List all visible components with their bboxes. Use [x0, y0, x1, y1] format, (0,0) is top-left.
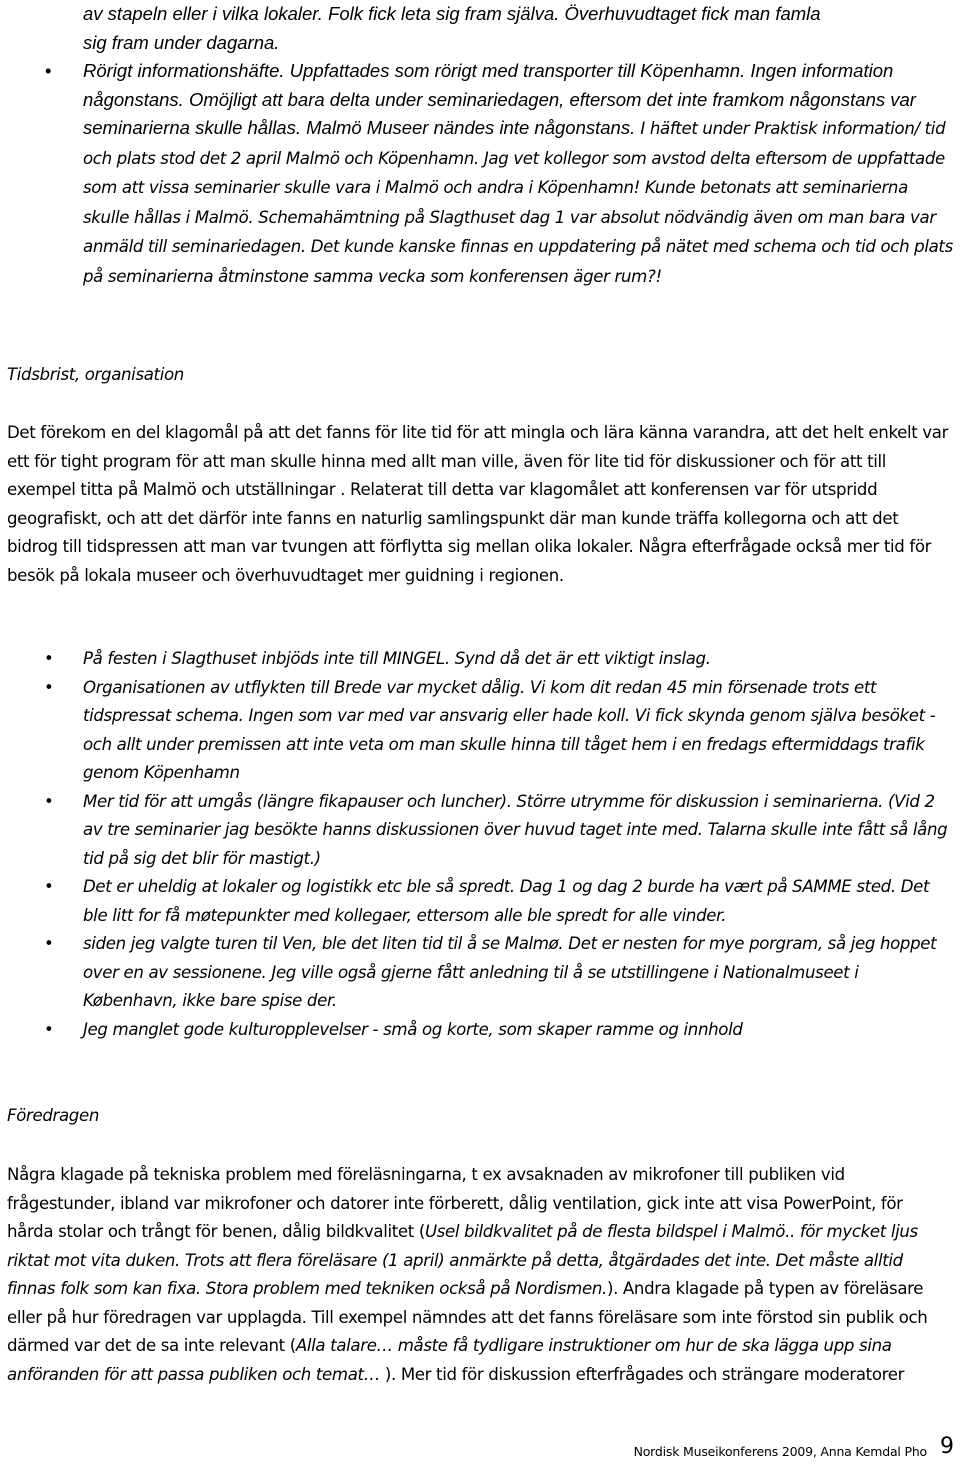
list-item	[0, 1016, 950, 1045]
section-heading: Tidsbrist, organisation	[7, 365, 184, 384]
bullet-icon: •	[44, 877, 54, 896]
list-item-text-continued: I häftet under Praktisk information/ tid och plats stod det 2 april Malmö och Köpenhamn. Jag vet kollegor som avstod delta eftersom de uppfattade som att vissa seminarier skulle vara i Malmö och andra i Köpenhamn! Kunde betonats att seminarierna skulle hållas i Malmö. Schemahämtning på Slagthuset dag 1 var absolut nödvändig även om man bara var anmäld till seminariedagen. Det kunde kanske finnas en uppdatering på nätet med schema och tid och plats på seminarierna åtminstone samma vecka som konferensen äger rum?!	[83, 119, 953, 286]
paragraph: Det förekom en del klagomål på att det fanns för lite tid för att mingla och lära känna varandra, att det helt enkelt var ett för tight program för att man skulle hinna med allt man ville, även för lite tid för diskussioner och för att till exempel titta på Malmö och utställningar . Relaterat till detta var klagomålet att konferensen var för utspridd geografiskt, och att det därför inte fanns en naturlig samlingspunkt där man kunde träffa kollegorna och att det bidrog till tidspressen att man var tvungen att förflytta sig mellan olika lokaler. Några efterfrågade också mer tid för besök på lokala museer och överhuvudtaget mer guidning i regionen.	[7, 423, 949, 585]
page-number: 9	[940, 1434, 954, 1459]
bullet-icon: •	[45, 60, 52, 81]
list-item	[0, 674, 950, 788]
paragraph-text: Några klagade på tekniska problem med föreläsningarna, t ex avsaknaden av mikrofoner till publiken vid frågestunder, ibland var mikrofoner och datorer inte förberett, dålig ventilation, gick inte att visa PowerPoint, för hårda stolar och trångt för benen, dålig bildkvalitet (	[7, 1165, 903, 1241]
list-item-text: Mer tid för att umgås (längre fikapauser och luncher). Större utrymme för diskussion i seminarierna. (Vid 2 av tre seminarier jag besökte hanns diskussionen över huvud taget inte med. Talarna skulle inte fått så lång tid på sig det blir för mastigt.)	[83, 791, 948, 868]
bullet-icon: •	[44, 934, 54, 953]
list-item-text: Rörigt informationshäfte. Uppfattades som rörigt med transporter till Köpenhamn. Ingen information någonstans. Omöjligt att bara delta under seminariedagen, eftersom det inte framkom någonstans var seminarierna skulle hållas. Malmö Museer nändes inte någonstans.	[83, 60, 916, 138]
list-item	[0, 930, 950, 1016]
list-item-text: Det er uheldig at lokaler og logistikk etc ble så spredt. Dag 1 og dag 2 burde ha vært på SAMME sted. Det ble litt for få møtepunkter med kollegaer, ettersom alle ble spredt for alle vinder.	[83, 877, 930, 925]
bullet-icon: •	[44, 791, 54, 811]
bullet-icon: •	[44, 1019, 54, 1039]
continued-line: av stapeln eller i vilka lokaler. Folk fick leta sig fram själva. Överhuvudtaget fick man famla	[83, 3, 821, 24]
continued-list-block	[45, 0, 953, 291]
list-item	[0, 873, 950, 930]
list-item	[0, 788, 950, 874]
paragraph-text: ). Andra klagade på typen av föreläsare eller på hur föredragen var upplagda. Till exempel nämndes att det fanns föreläsare som inte förstod sin publik och därmed var det de sa inte relevant (	[7, 1279, 928, 1355]
section-heading: Föredragen	[7, 1106, 100, 1125]
bullet-icon: •	[44, 677, 54, 697]
bullet-list	[0, 645, 950, 1044]
list-item	[45, 57, 953, 291]
quote-text: Alla talare… måste få tydligare instruktioner om hur de ska lägga upp sina anföranden för att passa publiken och temat…	[7, 1336, 892, 1384]
list-item-text: Organisationen av utflykten till Brede var mycket dålig. Vi kom dit redan 45 min försenade trots ett tidspressat schema. Ingen som var med var ansvarig eller hade koll. Vi fick skynda genom själva besöket - och allt under premissen att inte veta om man skulle hinna till tåget hem i en fredags eftermiddags trafik genom Köpenhamn	[83, 677, 936, 782]
list-item-text: siden jeg valgte turen til Ven, ble det liten tid til å se Malmø. Det er nesten for mye porgram, så jeg hoppet over en av sessionene. Jeg ville også gjerne fått anledning til å se utstillingene i Nationalmuseet i København, ikke bare spise der.	[83, 934, 937, 1010]
page-footer: Nordisk Museikonferens 2009, Anna Kemdal Pho	[633, 1444, 927, 1459]
paragraph-text: ). Mer tid för diskussion efterfrågades och strängare moderatorer	[384, 1364, 905, 1384]
list-item-text: Jeg manglet gode kulturopplevelser - små og korte, som skaper ramme og innhold	[83, 1019, 743, 1039]
quote-text: Usel bildkvalitet på de flesta bildspel i Malmö.. för mycket ljus riktat mot vita duken. Trots att flera föreläsare (1 april) anmärkte på detta, åtgärdades det inte. Det måste alltid finnas folk som kan fixa. Stora problem med tekniken också på Nordismen.	[7, 1222, 918, 1298]
list-item	[0, 645, 950, 674]
list-item-text: På festen i Slagthuset inbjöds inte till MINGEL. Synd då det är ett viktigt inslag.	[83, 649, 711, 668]
continued-line: sig fram under dagarna.	[83, 31, 280, 53]
paragraph	[7, 1161, 953, 1389]
bullet-icon: •	[44, 649, 54, 668]
